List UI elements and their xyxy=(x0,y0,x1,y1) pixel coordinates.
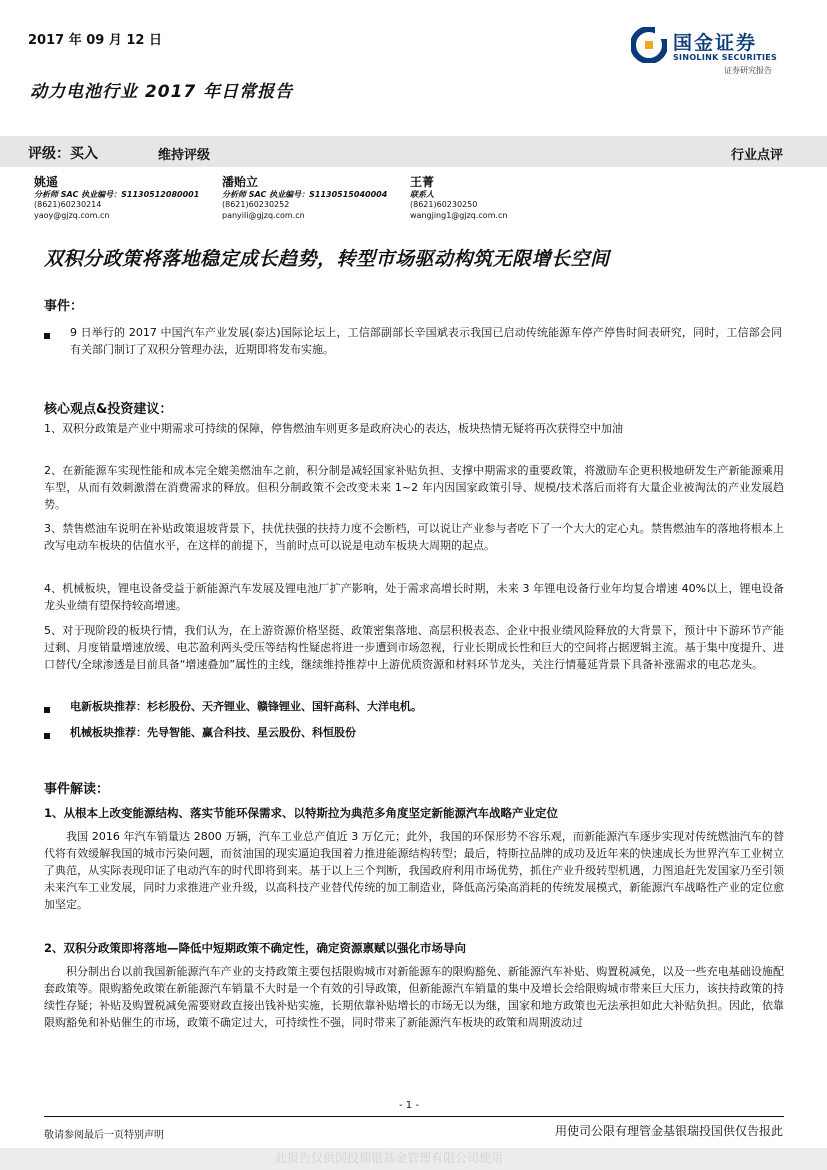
bullet-icon xyxy=(44,703,64,716)
analyst-phone: (8621)60230252 xyxy=(222,200,290,209)
analyst-role: 分析师 SAC 执业编号：S1130512080001 xyxy=(34,189,200,199)
logo-name-cn: 国金证券 xyxy=(673,32,758,54)
interpret-subheading: 1、从根本上改变能源结构、落实节能环保需求、以特斯拉为典范多角度坚定新能源汽车战略产业定位 xyxy=(44,806,558,820)
core-point: 3、禁售燃油车说明在补贴政策退坡背景下，扶优扶强的扶持力度不会断档，可以说让产业参与者吃下了一个大大的定心丸。禁售燃油车的落地将根本上改写电动车板块的估值水平，在这样的前提下，当前时点可以说是电动车板块大周期的起点。 xyxy=(44,522,784,552)
core-point: 1、双积分政策是产业中期需求可持续的保障，停售燃油车则更多是政府决心的表达，板块热情无疑将再次获得空中加油 xyxy=(44,422,623,435)
rating-band xyxy=(0,136,827,167)
core-heading: 核心观点&投资建议： xyxy=(44,402,173,417)
logo-mark-icon xyxy=(631,27,667,63)
recommendation-machinery: 机械板块推荐：先导智能、赢合科技、星云股份、科恒股份 xyxy=(70,726,356,739)
analyst-name: 姚遥 xyxy=(34,175,59,189)
analyst-name: 王菁 xyxy=(410,175,435,189)
footer-divider xyxy=(44,1116,784,1117)
analyst-role: 分析师 SAC 执业编号：S1130515040004 xyxy=(222,189,388,199)
interpret-paragraph: 积分制出台以前我国新能源汽车产业的支持政策主要包括限购城市对新能源车的限购豁免、新能源汽车补贴、购置税减免，以及一些充电基础设施配套政策等。限购豁免政策在新能源汽车销量不大时是一个有效的引导政策，但新能源汽车销量的集中及增长会给限购城市带来巨大压力，该扶持政策的持续性存疑；补贴及购置税减免需要财政直接出钱补贴实施，长期依靠补贴增长的市场无以为继，国家和地方政策也无法承担如此大补贴负担。因此，依靠限购豁免和补贴催生的市场，政策不确定过大，可持续性不强，同时带来了新能源汽车板块的政策和周期波动过 xyxy=(44,965,784,1029)
interpret-heading: 事件解读： xyxy=(44,782,110,797)
analyst-card xyxy=(410,177,508,221)
event-heading: 事件： xyxy=(44,299,84,314)
rating-label: 评级：买入 xyxy=(28,146,98,162)
watermark: 此报告仅供国投瑞银基金管理有限公司使用 xyxy=(275,1151,504,1165)
report-series-title: 动力电池行业 2017 年日常报告 xyxy=(30,82,294,102)
analyst-email[interactable]: wangjing1@gjzq.com.cn xyxy=(410,210,508,220)
analyst-role: 联系人 xyxy=(410,189,434,199)
headline: 双积分政策将落地稳定成长趋势，转型市场驱动构筑无限增长空间 xyxy=(44,248,610,270)
analyst-email[interactable]: panyili@gjzq.com.cn xyxy=(222,210,305,220)
analyst-phone: (8621)60230214 xyxy=(34,200,102,209)
analyst-card xyxy=(222,177,387,221)
analyst-card xyxy=(34,177,199,221)
analyst-name: 潘贻立 xyxy=(222,175,259,189)
rating-note: 维持评级 xyxy=(158,148,211,163)
report-type: 行业点评 xyxy=(730,148,783,163)
page-number: - 1 - xyxy=(399,1100,419,1111)
core-point: 5、对于现阶段的板块行情，我们认为，在上游资源价格坚挺、政策密集落地、高层积极表态、企业中报业绩风险释放的大背景下，预计中下游环节产能过剩、月度销量增速放缓、电芯盈利两头受压等结构性疑虑将进一步遭到市场忽视，行业长期成长性和巨大的空间将占据逻辑主流。基于集中度提升、进口替代/全球渗透是目前具备“增速叠加”属性的主线，继续维持推荐中上游优质资源和材料环节龙头，关注行情蔓延背景下具备补涨需求的电芯龙头。 xyxy=(44,624,784,671)
bullet-icon xyxy=(44,729,64,742)
bullet-icon xyxy=(44,329,64,342)
analyst-email[interactable]: yaoy@gjzq.com.cn xyxy=(34,210,110,220)
footer-mirrored-notice: 用使司公限有理管金基银瑞投国供仅告报此 xyxy=(554,1124,783,1138)
analyst-phone: (8621)60230250 xyxy=(410,200,478,209)
footer-disclaimer: 敬请参阅最后一页特别声明 xyxy=(44,1130,164,1141)
logo-name-en: SINOLINK SECURITIES xyxy=(673,53,778,62)
logo-subtitle: 证券研究报告 xyxy=(724,66,772,75)
interpret-subheading: 2、双积分政策即将落地—降低中短期政策不确定性，确定资源禀赋以强化市场导向 xyxy=(44,941,466,955)
interpret-paragraph: 我国 2016 年汽车销量达 2800 万辆，汽车工业总产值近 3 万亿元；此外，我国的环保形势不容乐观，而新能源汽车逐步实现对传统燃油汽车的替代将有效缓解我国的城市污染问题，而贫油国的现实逼迫我国着力推进能源结构转型；最后，特斯拉品牌的成功及近年来的快速成长为世界汽车工业树立了典范，从实际表现印证了电动汽车的时代即将到来。基于以上三个判断，我国政府利用市场优势，抓住产业升级转型机遇，力图追赶先发国家乃至引领未来汽车工业发展，同时力求推进产业升级，以高科技产业替代传统的加工制造业，降低高污染高消耗的传统发展模式，新能源汽车战略性产业的定位愈加坚定。 xyxy=(44,830,784,911)
recommendation-power: 电新板块推荐：杉杉股份、天齐锂业、赣锋锂业、国轩高科、大洋电机。 xyxy=(70,700,422,713)
event-text: 9 日举行的 2017 中国汽车产业发展(泰达)国际论坛上，工信部副部长辛国斌表示我国已启动传统能源车停产停售时间表研究，同时，工信部会同有关部门制订了双积分管理办法，近期即将发布实施。 xyxy=(70,326,782,356)
report-date: 2017 年 09 月 12 日 xyxy=(28,33,162,48)
core-point: 4、机械板块，锂电设备受益于新能源汽车发展及锂电池厂扩产影响，处于需求高增长时期，未来 3 年锂电设备行业年均复合增速 40%以上，锂电设备龙头业绩有望保持较高增速。 xyxy=(44,582,784,612)
core-point: 2、在新能源车实现性能和成本完全媲美燃油车之前，积分制是减轻国家补贴负担、支撑中期需求的重要政策，将激励车企更积极地研发生产新能源乘用车型，从而有效刺激潜在消费需求的释放。但积分制政策不会改变未来 1~2 年内因国家政策引导、规模/技术落后而将有大量企业被淘汰的产业发展趋势。 xyxy=(44,464,784,511)
